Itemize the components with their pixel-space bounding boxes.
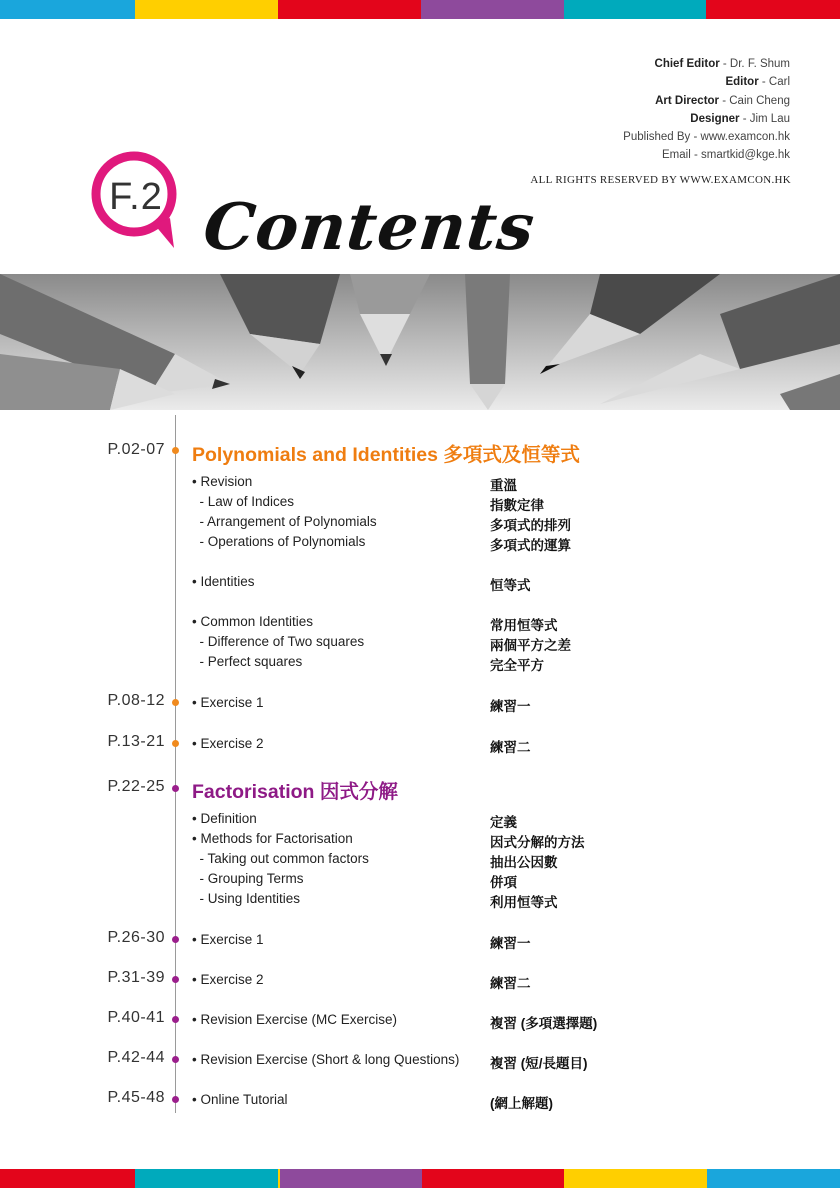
top-color-stripe bbox=[0, 0, 840, 19]
rights-notice: ALL RIGHTS RESERVED BY WWW.EXAMCON.HK bbox=[530, 174, 791, 186]
credit-line: Chief Editor - Dr. F. Shum bbox=[654, 58, 790, 70]
page-title: Contents bbox=[200, 190, 539, 265]
credits-block bbox=[623, 55, 790, 165]
grade-label: F.2 bbox=[109, 176, 163, 218]
stripe-segment bbox=[135, 0, 278, 19]
topic-en: - Grouping Terms bbox=[192, 871, 304, 886]
credit-line: Designer - Jim Lau bbox=[690, 112, 790, 125]
timeline-dot bbox=[172, 1016, 179, 1023]
topic-zh: 定義 bbox=[490, 815, 517, 830]
topic-zh: 重溫 bbox=[490, 478, 517, 493]
exercise-en: • Exercise 2 bbox=[192, 736, 264, 751]
bottom-color-stripe bbox=[0, 1169, 840, 1188]
stripe-segment bbox=[564, 1169, 707, 1188]
credit-line: Email - smartkid@kge.hk bbox=[662, 149, 790, 162]
page-range: P.45-48 bbox=[107, 1089, 165, 1106]
exercise-en: • Exercise 1 bbox=[192, 695, 264, 710]
topic-en: - Perfect squares bbox=[192, 654, 303, 669]
exercise-en: • Revision Exercise (Short & long Questions) bbox=[192, 1052, 460, 1067]
exercise-en: • Revision Exercise (MC Exercise) bbox=[192, 1012, 398, 1027]
exercise-zh: 練習二 bbox=[490, 740, 531, 755]
topic-en: - Difference of Two squares bbox=[192, 634, 365, 649]
page-range: P.26-30 bbox=[107, 929, 165, 946]
timeline-dot bbox=[172, 699, 179, 706]
exercise-en: • Exercise 1 bbox=[192, 932, 264, 947]
stripe-segment bbox=[280, 1169, 422, 1188]
page-range: P.42-44 bbox=[107, 1049, 165, 1066]
section-heading: Polynomials and Identities 多項式及恒等式 bbox=[192, 444, 580, 466]
stripe-segment bbox=[0, 0, 135, 19]
credit-line: Editor - Carl bbox=[725, 76, 790, 89]
topic-zh: 因式分解的方法 bbox=[490, 835, 585, 850]
topic-en: • Methods for Factorisation bbox=[192, 831, 353, 846]
timeline-dot bbox=[172, 740, 179, 747]
topic-en: • Definition bbox=[192, 811, 257, 826]
section-heading: Factorisation 因式分解 bbox=[192, 781, 398, 803]
stripe-segment bbox=[135, 1169, 278, 1188]
timeline-dot bbox=[172, 785, 179, 792]
timeline-line bbox=[175, 415, 176, 1113]
topic-zh: 抽出公因數 bbox=[490, 855, 558, 870]
page-range: P.22-25 bbox=[107, 778, 165, 795]
stripe-segment bbox=[707, 1169, 840, 1188]
stripe-segment bbox=[422, 1169, 564, 1188]
exercise-en: • Exercise 2 bbox=[192, 972, 264, 987]
topic-zh: 恒等式 bbox=[490, 578, 531, 593]
exercise-en: • Online Tutorial bbox=[192, 1092, 288, 1107]
topic-zh: 指數定律 bbox=[490, 498, 544, 513]
topic-en: - Law of Indices bbox=[192, 494, 295, 509]
exercise-zh: 複習 (多項選擇題) bbox=[490, 1016, 598, 1031]
stripe-segment bbox=[564, 0, 706, 19]
topic-en: - Operations of Polynomials bbox=[192, 534, 366, 549]
timeline-dot bbox=[172, 976, 179, 983]
pencils-banner-image bbox=[0, 274, 840, 410]
exercise-zh: (網上解題) bbox=[490, 1096, 553, 1111]
topic-zh: 利用恒等式 bbox=[490, 895, 558, 910]
exercise-zh: 練習一 bbox=[490, 936, 531, 951]
topic-zh: 多項式的排列 bbox=[490, 518, 571, 533]
timeline-dot bbox=[172, 1056, 179, 1063]
timeline-dot bbox=[172, 936, 179, 943]
topic-zh: 多項式的運算 bbox=[490, 538, 571, 553]
credit-line: Art Director - Cain Cheng bbox=[655, 94, 790, 107]
page-range: P.02-07 bbox=[107, 441, 165, 458]
credit-line: Published By - www.examcon.hk bbox=[623, 131, 790, 144]
topic-en: • Common Identities bbox=[192, 614, 314, 629]
topic-en: • Identities bbox=[192, 574, 255, 589]
topic-en: - Arrangement of Polynomials bbox=[192, 514, 377, 529]
exercise-zh: 練習一 bbox=[490, 699, 531, 714]
exercise-zh: 練習二 bbox=[490, 976, 531, 991]
stripe-segment bbox=[0, 1169, 135, 1188]
timeline-dot bbox=[172, 447, 179, 454]
topic-zh: 完全平方 bbox=[490, 658, 544, 673]
topic-en: • Revision bbox=[192, 474, 253, 489]
topic-en: - Taking out common factors bbox=[192, 851, 369, 866]
page-range: P.13-21 bbox=[107, 733, 165, 750]
page-range: P.40-41 bbox=[107, 1009, 165, 1026]
stripe-segment bbox=[278, 0, 421, 19]
stripe-segment bbox=[706, 0, 840, 19]
topic-en: - Using Identities bbox=[192, 891, 301, 906]
exercise-zh: 複習 (短/長題目) bbox=[490, 1056, 588, 1071]
topic-zh: 兩個平方之差 bbox=[490, 638, 571, 653]
page-range: P.08-12 bbox=[107, 692, 165, 709]
timeline-dot bbox=[172, 1096, 179, 1103]
topic-zh: 併項 bbox=[490, 875, 517, 890]
page-range: P.31-39 bbox=[107, 969, 165, 986]
topic-zh: 常用恒等式 bbox=[490, 618, 558, 633]
stripe-segment bbox=[421, 0, 564, 19]
